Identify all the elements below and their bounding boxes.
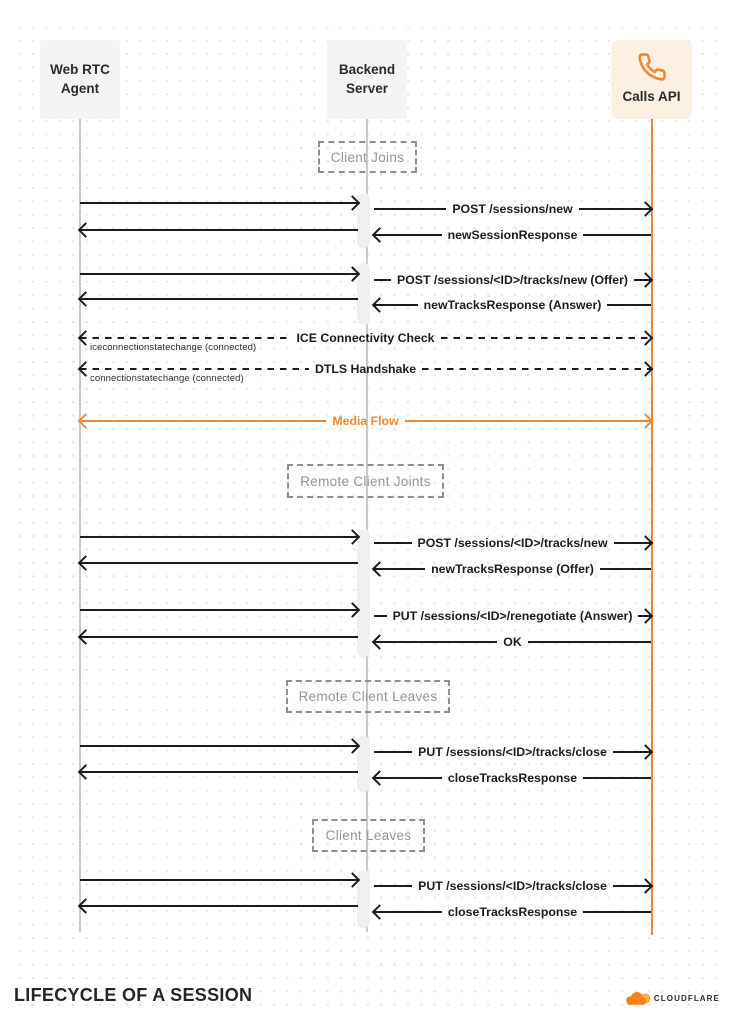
response-arrow-backend-to-agent bbox=[80, 222, 358, 238]
phase-client-joins bbox=[318, 141, 417, 173]
message-label: DTLS Handshake bbox=[314, 361, 417, 376]
message-label: POST /sessions/new bbox=[452, 201, 573, 216]
request-arrow-agent-to-backend bbox=[80, 872, 358, 888]
request-arrow-agent-to-backend bbox=[80, 195, 358, 211]
message-ok bbox=[374, 634, 651, 650]
actor-backend-server bbox=[327, 40, 407, 119]
message-new-session-response bbox=[374, 227, 651, 243]
message-new-tracks-response-offer bbox=[374, 561, 651, 577]
message-new-tracks-response-answer bbox=[374, 297, 651, 313]
actor-label: Backend bbox=[338, 62, 396, 78]
request-arrow-agent-to-backend bbox=[80, 602, 358, 618]
message-post-sessions-new bbox=[374, 201, 651, 217]
event-note: iceconnectionstatechange (connected) bbox=[90, 342, 257, 353]
message-label: newSessionResponse bbox=[447, 227, 578, 242]
cloudflare-cloud-icon bbox=[624, 990, 651, 1006]
phone-icon bbox=[637, 52, 667, 82]
message-label: newTracksResponse (Offer) bbox=[431, 561, 594, 576]
actor-calls-api bbox=[611, 40, 692, 119]
request-arrow-agent-to-backend bbox=[80, 529, 358, 545]
message-post-tracks-new-offer bbox=[374, 272, 651, 288]
phase-label: Client Leaves bbox=[325, 828, 412, 843]
message-label: Media Flow bbox=[332, 413, 399, 428]
cloudflare-logo bbox=[624, 990, 720, 1006]
phase-remote-client-joints bbox=[287, 464, 444, 498]
phase-client-leaves bbox=[312, 819, 425, 852]
message-label: PUT /sessions/<ID>/tracks/close bbox=[418, 744, 607, 759]
message-put-renegotiate-answer bbox=[374, 608, 651, 624]
message-post-tracks-new bbox=[374, 535, 651, 551]
request-arrow-agent-to-backend bbox=[80, 738, 358, 754]
phase-label: Remote Client Joints bbox=[300, 473, 431, 489]
response-arrow-backend-to-agent bbox=[80, 555, 358, 571]
actor-label: Agent bbox=[60, 80, 100, 96]
actor-label: Web RTC bbox=[50, 62, 110, 78]
event-note: connectionstatechange (connected) bbox=[90, 373, 244, 384]
message-label: closeTracksResponse bbox=[447, 904, 578, 919]
cloudflare-wordmark: CLOUDFLARE bbox=[653, 993, 720, 1003]
message-put-tracks-close bbox=[374, 878, 651, 894]
request-arrow-agent-to-backend bbox=[80, 266, 358, 282]
lifeline-webrtc-agent bbox=[79, 119, 81, 932]
message-label: ICE Connectivity Check bbox=[296, 330, 435, 345]
message-label: POST /sessions/<ID>/tracks/new (Offer) bbox=[397, 272, 628, 287]
actor-label: Calls API bbox=[622, 89, 681, 105]
message-media-flow bbox=[80, 413, 651, 429]
response-arrow-backend-to-agent bbox=[80, 764, 358, 780]
phase-label: Client Joins bbox=[330, 149, 405, 165]
message-label: PUT /sessions/<ID>/tracks/close bbox=[418, 878, 607, 893]
phase-label: Remote Client Leaves bbox=[298, 689, 438, 704]
actor-webrtc-agent bbox=[40, 40, 120, 119]
message-label: OK bbox=[503, 634, 522, 649]
message-label: POST /sessions/<ID>/tracks/new bbox=[417, 535, 608, 550]
actor-label: Server bbox=[345, 80, 389, 96]
response-arrow-backend-to-agent bbox=[80, 291, 358, 307]
message-label: PUT /sessions/<ID>/renegotiate (Answer) bbox=[392, 608, 633, 623]
response-arrow-backend-to-agent bbox=[80, 898, 358, 914]
phase-remote-client-leaves bbox=[286, 680, 450, 713]
message-close-tracks-response bbox=[374, 770, 651, 786]
message-label: closeTracksResponse bbox=[447, 770, 578, 785]
activation-bar bbox=[357, 529, 370, 657]
message-label: newTracksResponse (Answer) bbox=[423, 297, 602, 312]
page-title: LIFECYCLE OF A SESSION bbox=[14, 985, 253, 1005]
message-close-tracks-response bbox=[374, 904, 651, 920]
response-arrow-backend-to-agent bbox=[80, 629, 358, 645]
message-put-tracks-close bbox=[374, 744, 651, 760]
